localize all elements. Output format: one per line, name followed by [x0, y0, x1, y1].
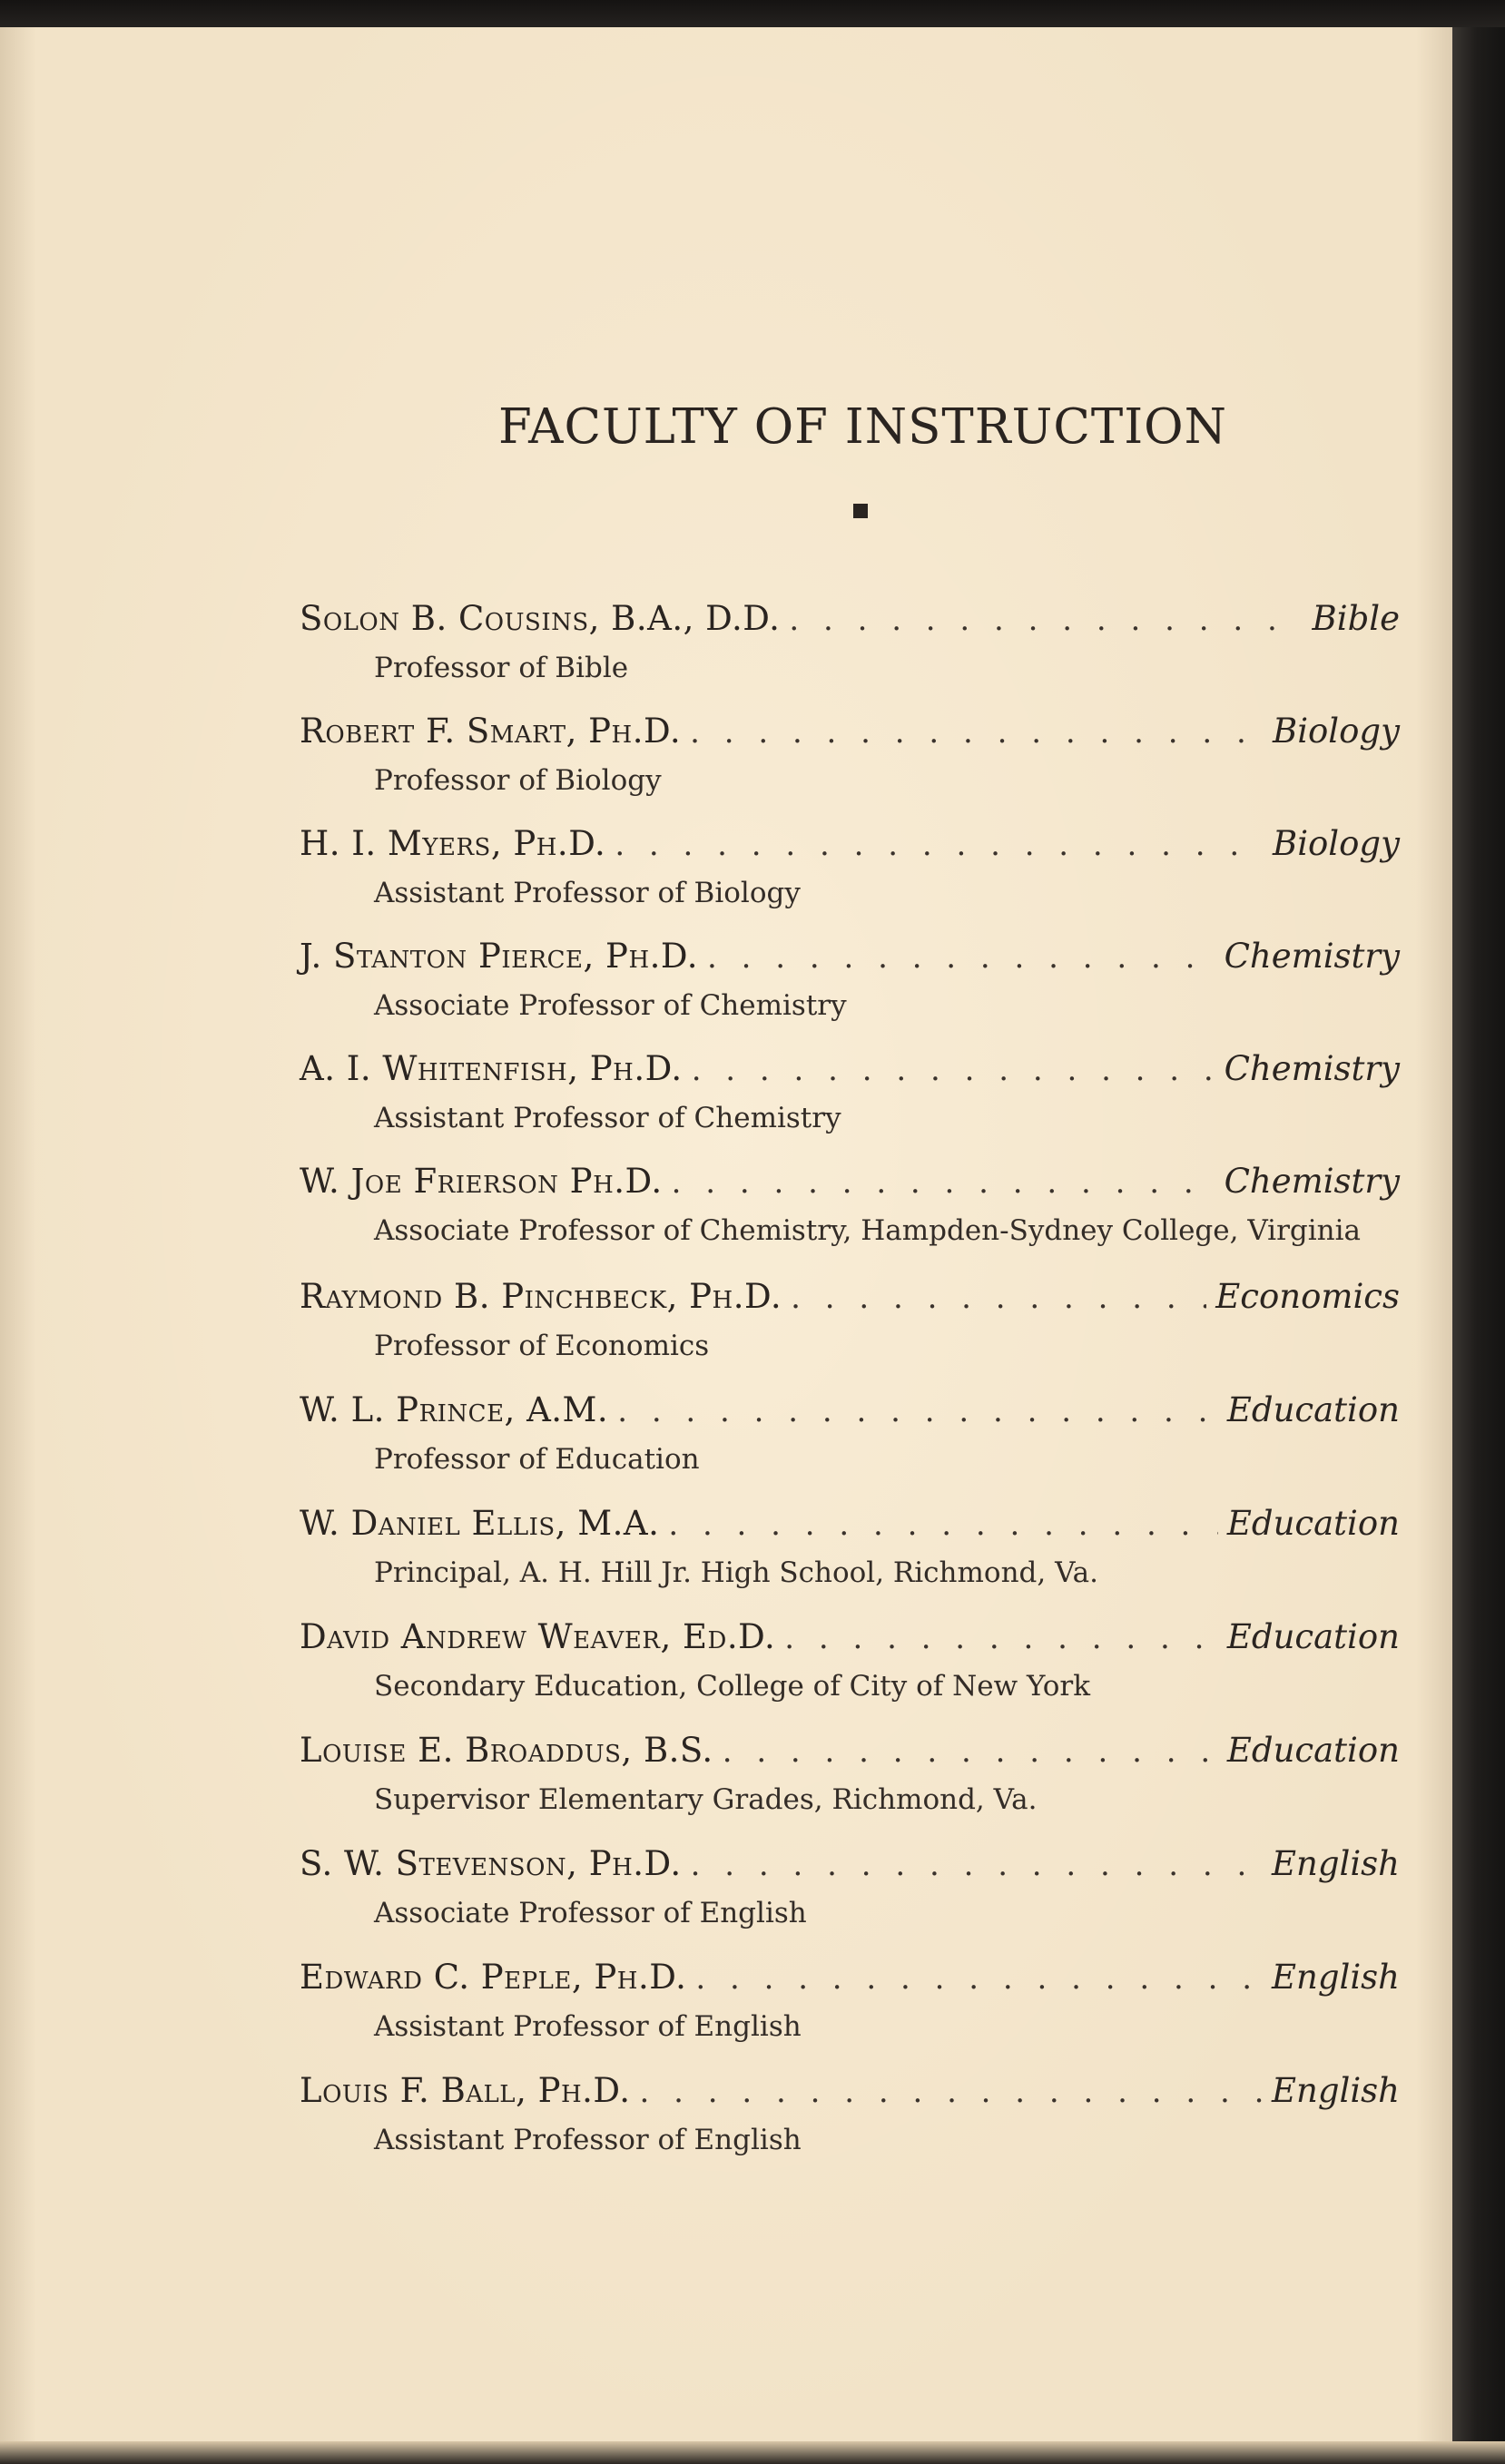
faculty-department: Biology — [1273, 824, 1400, 863]
faculty-entry — [0, 1277, 1452, 1377]
faculty-name: Louise E. Broaddus, B.S. — [300, 1731, 713, 1770]
faculty-title: Secondary Education, College of City of New York — [374, 1670, 1091, 1703]
faculty-entry — [0, 1731, 1452, 1831]
faculty-department: Education — [1226, 1390, 1400, 1429]
dot-leader — [695, 1960, 1263, 1997]
faculty-name: W. L. Prince, A.M. — [300, 1390, 609, 1429]
faculty-entry — [0, 2071, 1452, 2171]
faculty-title: Associate Professor of Chemistry — [374, 989, 847, 1022]
faculty-entry — [0, 1049, 1452, 1149]
scan-bottom-edge — [0, 2441, 1505, 2464]
dot-leader — [617, 1393, 1218, 1429]
faculty-title: Associate Professor of English — [374, 1897, 807, 1929]
faculty-entry — [0, 824, 1452, 924]
faculty-title: Professor of Biology — [374, 764, 662, 797]
faculty-entry — [0, 937, 1452, 1036]
faculty-name: A. I. Whitenfish, Ph.D. — [300, 1049, 683, 1088]
faculty-title: Professor of Education — [374, 1443, 700, 1476]
dot-leader — [640, 2074, 1263, 2110]
faculty-department: English — [1271, 1844, 1400, 1883]
faculty-department: Economics — [1215, 1277, 1400, 1316]
faculty-department: Bible — [1312, 599, 1400, 638]
faculty-entry — [0, 1617, 1452, 1717]
dot-leader — [789, 602, 1303, 638]
faculty-department: Education — [1226, 1731, 1400, 1770]
faculty-department: English — [1271, 2071, 1400, 2110]
faculty-entry — [0, 599, 1452, 699]
page-heading: FACULTY OF INSTRUCTION — [498, 399, 1227, 455]
faculty-title: Assistant Professor of English — [374, 2124, 802, 2156]
faculty-entry — [0, 1162, 1452, 1261]
dot-leader — [692, 1052, 1215, 1088]
dot-leader — [668, 1507, 1218, 1543]
faculty-name: W. Daniel Ellis, M.A. — [300, 1504, 660, 1543]
faculty-title: Assistant Professor of English — [374, 2010, 802, 2043]
faculty-department: Chemistry — [1224, 1049, 1400, 1088]
faculty-name: S. W. Stevenson, Ph.D. — [300, 1844, 682, 1883]
dot-leader — [723, 1733, 1218, 1770]
faculty-name: J. Stanton Pierce, Ph.D. — [300, 937, 698, 976]
faculty-department: Chemistry — [1224, 1162, 1400, 1201]
faculty-name: H. I. Myers, Ph.D. — [300, 824, 606, 863]
faculty-department: Chemistry — [1224, 937, 1400, 976]
faculty-name: Louis F. Ball, Ph.D. — [300, 2071, 631, 2110]
faculty-entry — [0, 712, 1452, 811]
faculty-title: Supervisor Elementary Grades, Richmond, Va. — [374, 1783, 1038, 1816]
faculty-department: Biology — [1273, 712, 1400, 751]
faculty-department: Education — [1226, 1617, 1400, 1656]
faculty-title: Professor of Economics — [374, 1330, 710, 1362]
faculty-title: Principal, A. H. Hill Jr. High School, Richmond, Va. — [374, 1556, 1098, 1589]
faculty-department: English — [1271, 1958, 1400, 1997]
section-ornament-icon — [853, 504, 868, 518]
faculty-department: Education — [1226, 1504, 1400, 1543]
book-spine-edge — [1452, 27, 1505, 2464]
faculty-entry — [0, 1390, 1452, 1490]
faculty-title: Assistant Professor of Biology — [374, 877, 801, 909]
faculty-entry — [0, 1504, 1452, 1604]
dot-leader — [690, 714, 1264, 751]
dot-leader — [672, 1164, 1215, 1201]
faculty-title: Assistant Professor of Chemistry — [374, 1102, 841, 1134]
faculty-entry — [0, 1844, 1452, 1944]
faculty-name: David Andrew Weaver, Ed.D. — [300, 1617, 776, 1656]
faculty-name: W. Joe Frierson Ph.D. — [300, 1162, 663, 1201]
dot-leader — [784, 1620, 1218, 1656]
dot-leader — [615, 827, 1264, 863]
faculty-title: Associate Professor of Chemistry, Hampden-Sydney College, Virginia — [374, 1214, 1362, 1247]
faculty-name: Robert F. Smart, Ph.D. — [300, 712, 682, 751]
faculty-name: Solon B. Cousins, B.A., D.D. — [300, 599, 781, 638]
dot-leader — [691, 1847, 1263, 1883]
dot-leader — [707, 939, 1215, 976]
faculty-title: Professor of Bible — [374, 652, 629, 684]
faculty-name: Raymond B. Pinchbeck, Ph.D. — [300, 1277, 782, 1316]
dot-leader — [791, 1280, 1206, 1316]
faculty-entry — [0, 1958, 1452, 2057]
faculty-name: Edward C. Peple, Ph.D. — [300, 1958, 687, 1997]
